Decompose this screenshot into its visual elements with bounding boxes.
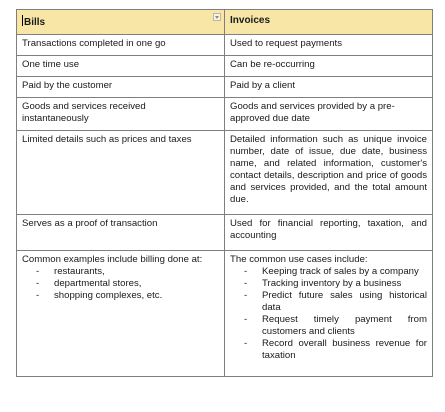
list-bullet: - xyxy=(36,290,40,301)
list-bullet: - xyxy=(244,338,248,349)
cell-invoices-use-cases[interactable] xyxy=(225,251,433,377)
bills-vs-invoices-table xyxy=(16,9,433,377)
header-row xyxy=(17,10,433,35)
text-cursor xyxy=(22,15,23,26)
list-item xyxy=(230,278,427,290)
list-item-text: Predict future sales using historical data xyxy=(262,290,427,313)
table-row xyxy=(17,56,433,77)
list-bullet: - xyxy=(244,266,248,277)
list-item-text: Tracking inventory by a business xyxy=(262,278,402,289)
cell-bills[interactable]: Goods and services received instantaneously xyxy=(17,98,225,131)
list-item xyxy=(22,290,219,302)
list-item-text: Keeping track of sales by a company xyxy=(262,266,419,277)
bills-examples-intro: Common examples include billing done at: xyxy=(22,254,203,265)
cell-invoices[interactable]: Used for financial reporting, taxation, and accounting xyxy=(225,215,433,251)
list-item-text: Record overall business revenue for taxation xyxy=(262,338,427,361)
filter-dropdown-icon[interactable] xyxy=(213,13,221,21)
list-item-text: restaurants, xyxy=(54,266,105,277)
bills-examples-list xyxy=(22,266,219,302)
table-row xyxy=(17,131,433,215)
list-item xyxy=(230,314,427,338)
document-area xyxy=(16,9,432,377)
cell-bills[interactable]: Transactions completed in one go xyxy=(17,35,225,56)
list-item-text: shopping complexes, etc. xyxy=(54,290,163,301)
list-bullet: - xyxy=(36,278,40,289)
cell-bills[interactable]: Paid by the customer xyxy=(17,77,225,98)
cell-invoices[interactable]: Can be re-occurring xyxy=(225,56,433,77)
cell-bills[interactable]: One time use xyxy=(17,56,225,77)
list-item xyxy=(230,338,427,362)
table-row xyxy=(17,98,433,131)
list-item xyxy=(22,266,219,278)
list-item-text: Request timely payment from customers and clients xyxy=(262,314,427,337)
header-cell-bills[interactable] xyxy=(17,10,225,35)
table-row xyxy=(17,35,433,56)
cell-bills-examples[interactable] xyxy=(17,251,225,377)
list-bullet: - xyxy=(244,314,248,325)
list-bullet: - xyxy=(244,290,248,301)
header-label-invoices: Invoices xyxy=(230,15,271,26)
invoices-use-cases-intro: The common use cases include: xyxy=(230,254,368,265)
cell-invoices[interactable]: Used to request payments xyxy=(225,35,433,56)
list-item xyxy=(230,290,427,314)
list-item-text: departmental stores, xyxy=(54,278,142,289)
table-row xyxy=(17,251,433,377)
cell-bills[interactable]: Limited details such as prices and taxes xyxy=(17,131,225,215)
cell-bills[interactable]: Serves as a proof of transaction xyxy=(17,215,225,251)
invoices-use-cases-list xyxy=(230,266,427,362)
cell-invoices[interactable]: Goods and services provided by a pre-approved due date xyxy=(225,98,433,131)
list-item xyxy=(22,278,219,290)
header-cell-invoices[interactable] xyxy=(225,10,433,35)
header-label-bills: Bills xyxy=(24,17,46,28)
cell-invoices[interactable]: Detailed information such as unique invoice number, date of issue, due date, business name, and related information, customer's contact details, description and price of goods and services provided, and the total amount due. xyxy=(225,131,433,215)
list-bullet: - xyxy=(36,266,40,277)
cell-invoices[interactable]: Paid by a client xyxy=(225,77,433,98)
table-row xyxy=(17,215,433,251)
table-row xyxy=(17,77,433,98)
list-item xyxy=(230,266,427,278)
list-bullet: - xyxy=(244,278,248,289)
